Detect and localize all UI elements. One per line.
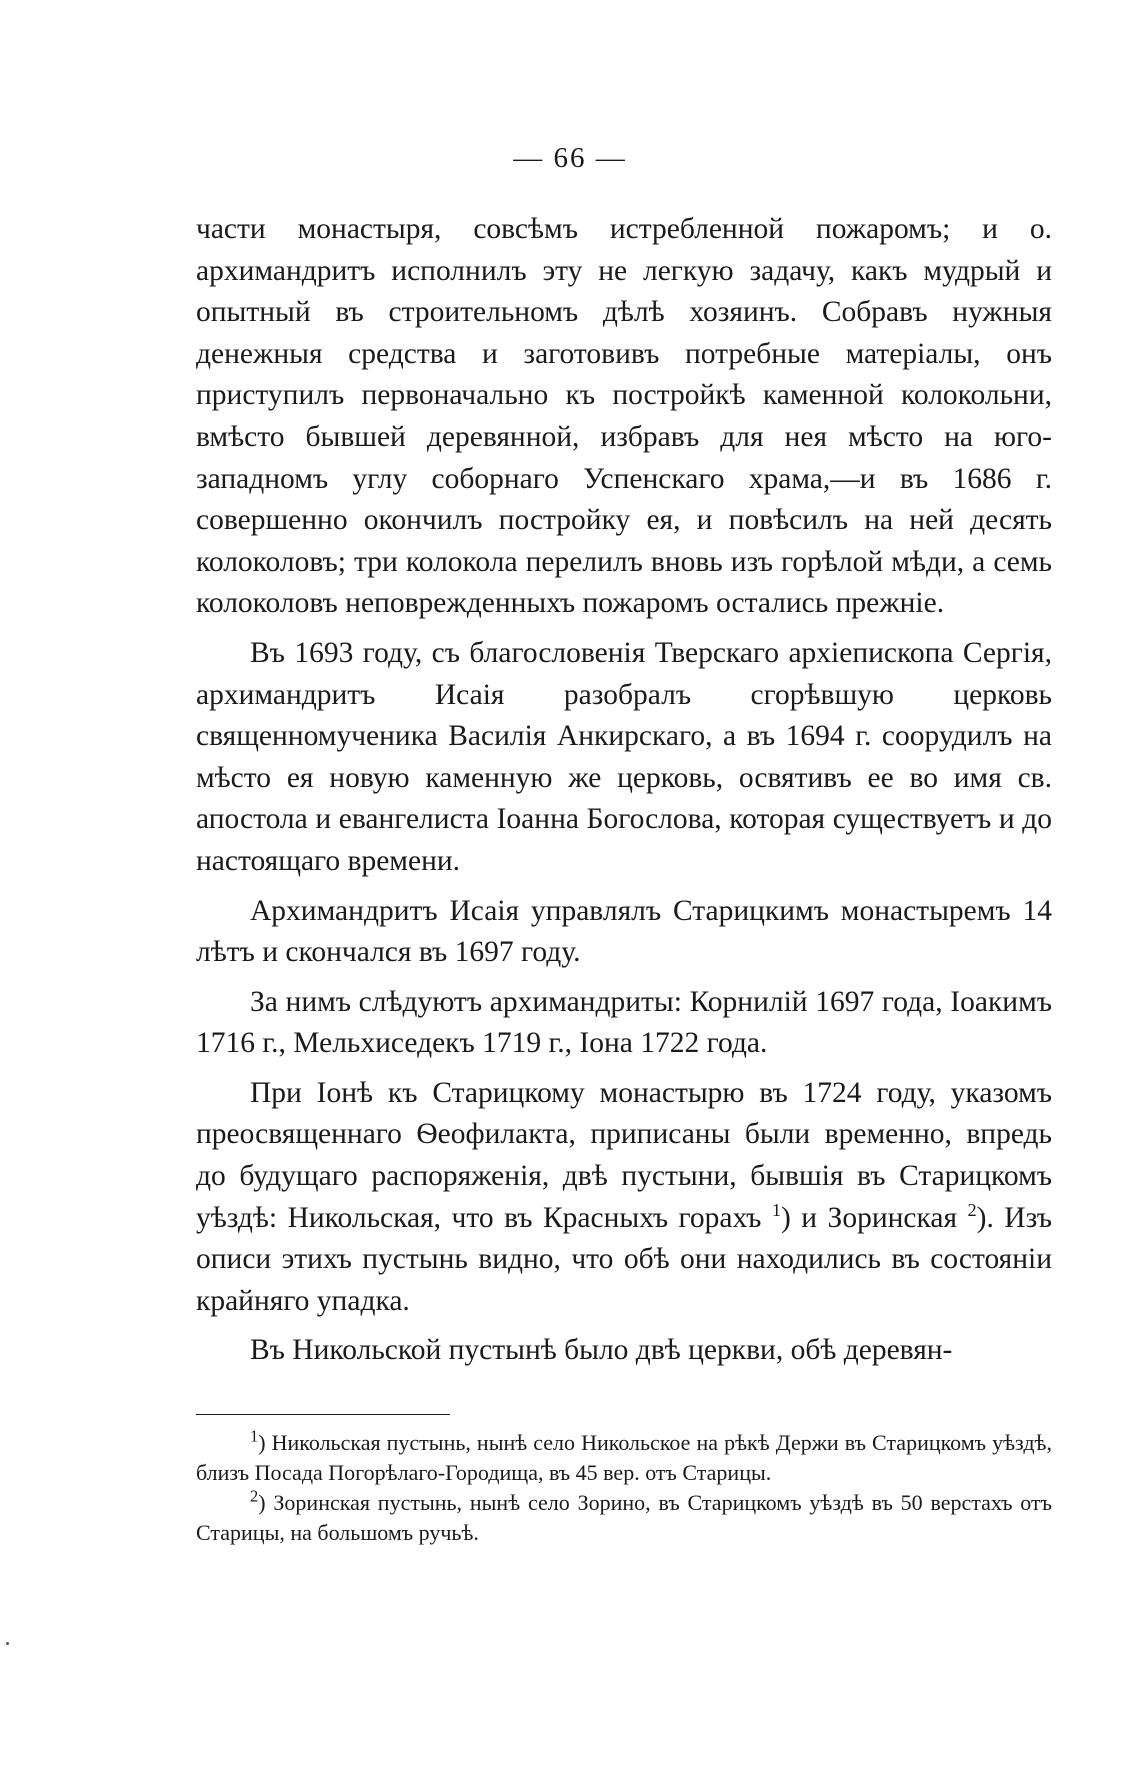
paragraph-6: Въ Никольской пустынѣ было двѣ церкви, обѣ деревян- [250,1334,953,1367]
paragraph-2: Въ 1693 году, съ благословенія Тверскаго архіепископа Сергія, архимандритъ Исаія разобралъ сгорѣвшую церковь священномученика Василія Анкирскаго, а въ 1694 г. соорудилъ на мѣсто ея новую каменную же церковь, освятивъ ее во имя св. апостола и евангелиста Іоанна Богослова, которая существуетъ и до настоящаго времени. [196,636,1052,877]
footnote-1-mark: 1 [250,1426,259,1446]
paragraph-5-part-a: При Іонѣ къ Старицкому монастырю въ 1724 году, указомъ преосвященнаго Ѳеофилакта, приписаны были временно, впредь до будущаго распоряженія, двѣ пустыни, бывшія въ Старицкомъ уѣздѣ: Никольская, что въ Красныхъ горахъ [196,1076,1052,1234]
footnote-1-text: ) Никольская пустынь, нынѣ село Никольское на рѣкѣ Держи въ Старицкомъ уѣздѣ, близъ Посада Погорѣлаго-Городища, въ 45 вер. отъ Старицы. [196,1430,1052,1485]
paragraph-5 [196,1073,1052,1323]
paragraph-5-part-b: ) и Зоринская [781,1201,958,1234]
paragraph-4: За нимъ слѣдуютъ архимандриты: Корнилій 1697 года, Іоакимъ 1716 г., Мельхиседекъ 1719 г., Іона 1722 года. [196,985,1052,1060]
page-number: — 66 — [513,142,627,174]
footnote-1 [196,1428,1052,1488]
footnote-ref-1: 1 [771,1199,781,1220]
footnotes [196,1428,1052,1548]
footnote-2 [196,1488,1052,1548]
body-text [196,209,1052,1380]
margin-speck [6,1642,9,1645]
footnote-2-mark: 2 [250,1486,259,1506]
footnote-2-text: ) Зоринская пустынь, нынѣ село Зорино, въ Старицкомъ уѣздѣ въ 50 верстахъ отъ Старицы, на большомъ ручьѣ. [196,1490,1052,1545]
footnote-divider [196,1414,450,1415]
paragraph-3: Архимандритъ Исаія управлялъ Старицкимъ монастыремъ 14 лѣтъ и скончался въ 1697 году. [196,894,1052,969]
paragraph-5-part-c: ). Изъ описи этихъ пустынь видно, что обѣ они находились въ состояніи крайняго упадка. [196,1201,1053,1317]
paragraph-1: части монастыря, совсѣмъ истребленной пожаромъ; и о. архимандритъ исполнилъ эту не легкую задачу, какъ мудрый и опытный въ строительномъ дѣлѣ хозяинъ. Собравъ нужныя денежныя средства и заготовивъ потребные матеріалы, онъ приступилъ первоначально къ постройкѣ каменной колокольни, вмѣсто бывшей деревянной, избравъ для нея мѣсто на юго-западномъ углу соборнаго Успенскаго храма,—и въ 1686 г. совершенно окончилъ постройку ея, и повѣсилъ на ней десять колоколовъ; три колокола перелилъ вновь изъ горѣлой мѣди, а семь колоколовъ неповрежденныхъ пожаромъ остались прежніе. [196,213,1052,620]
footnote-ref-2: 2 [967,1199,977,1220]
